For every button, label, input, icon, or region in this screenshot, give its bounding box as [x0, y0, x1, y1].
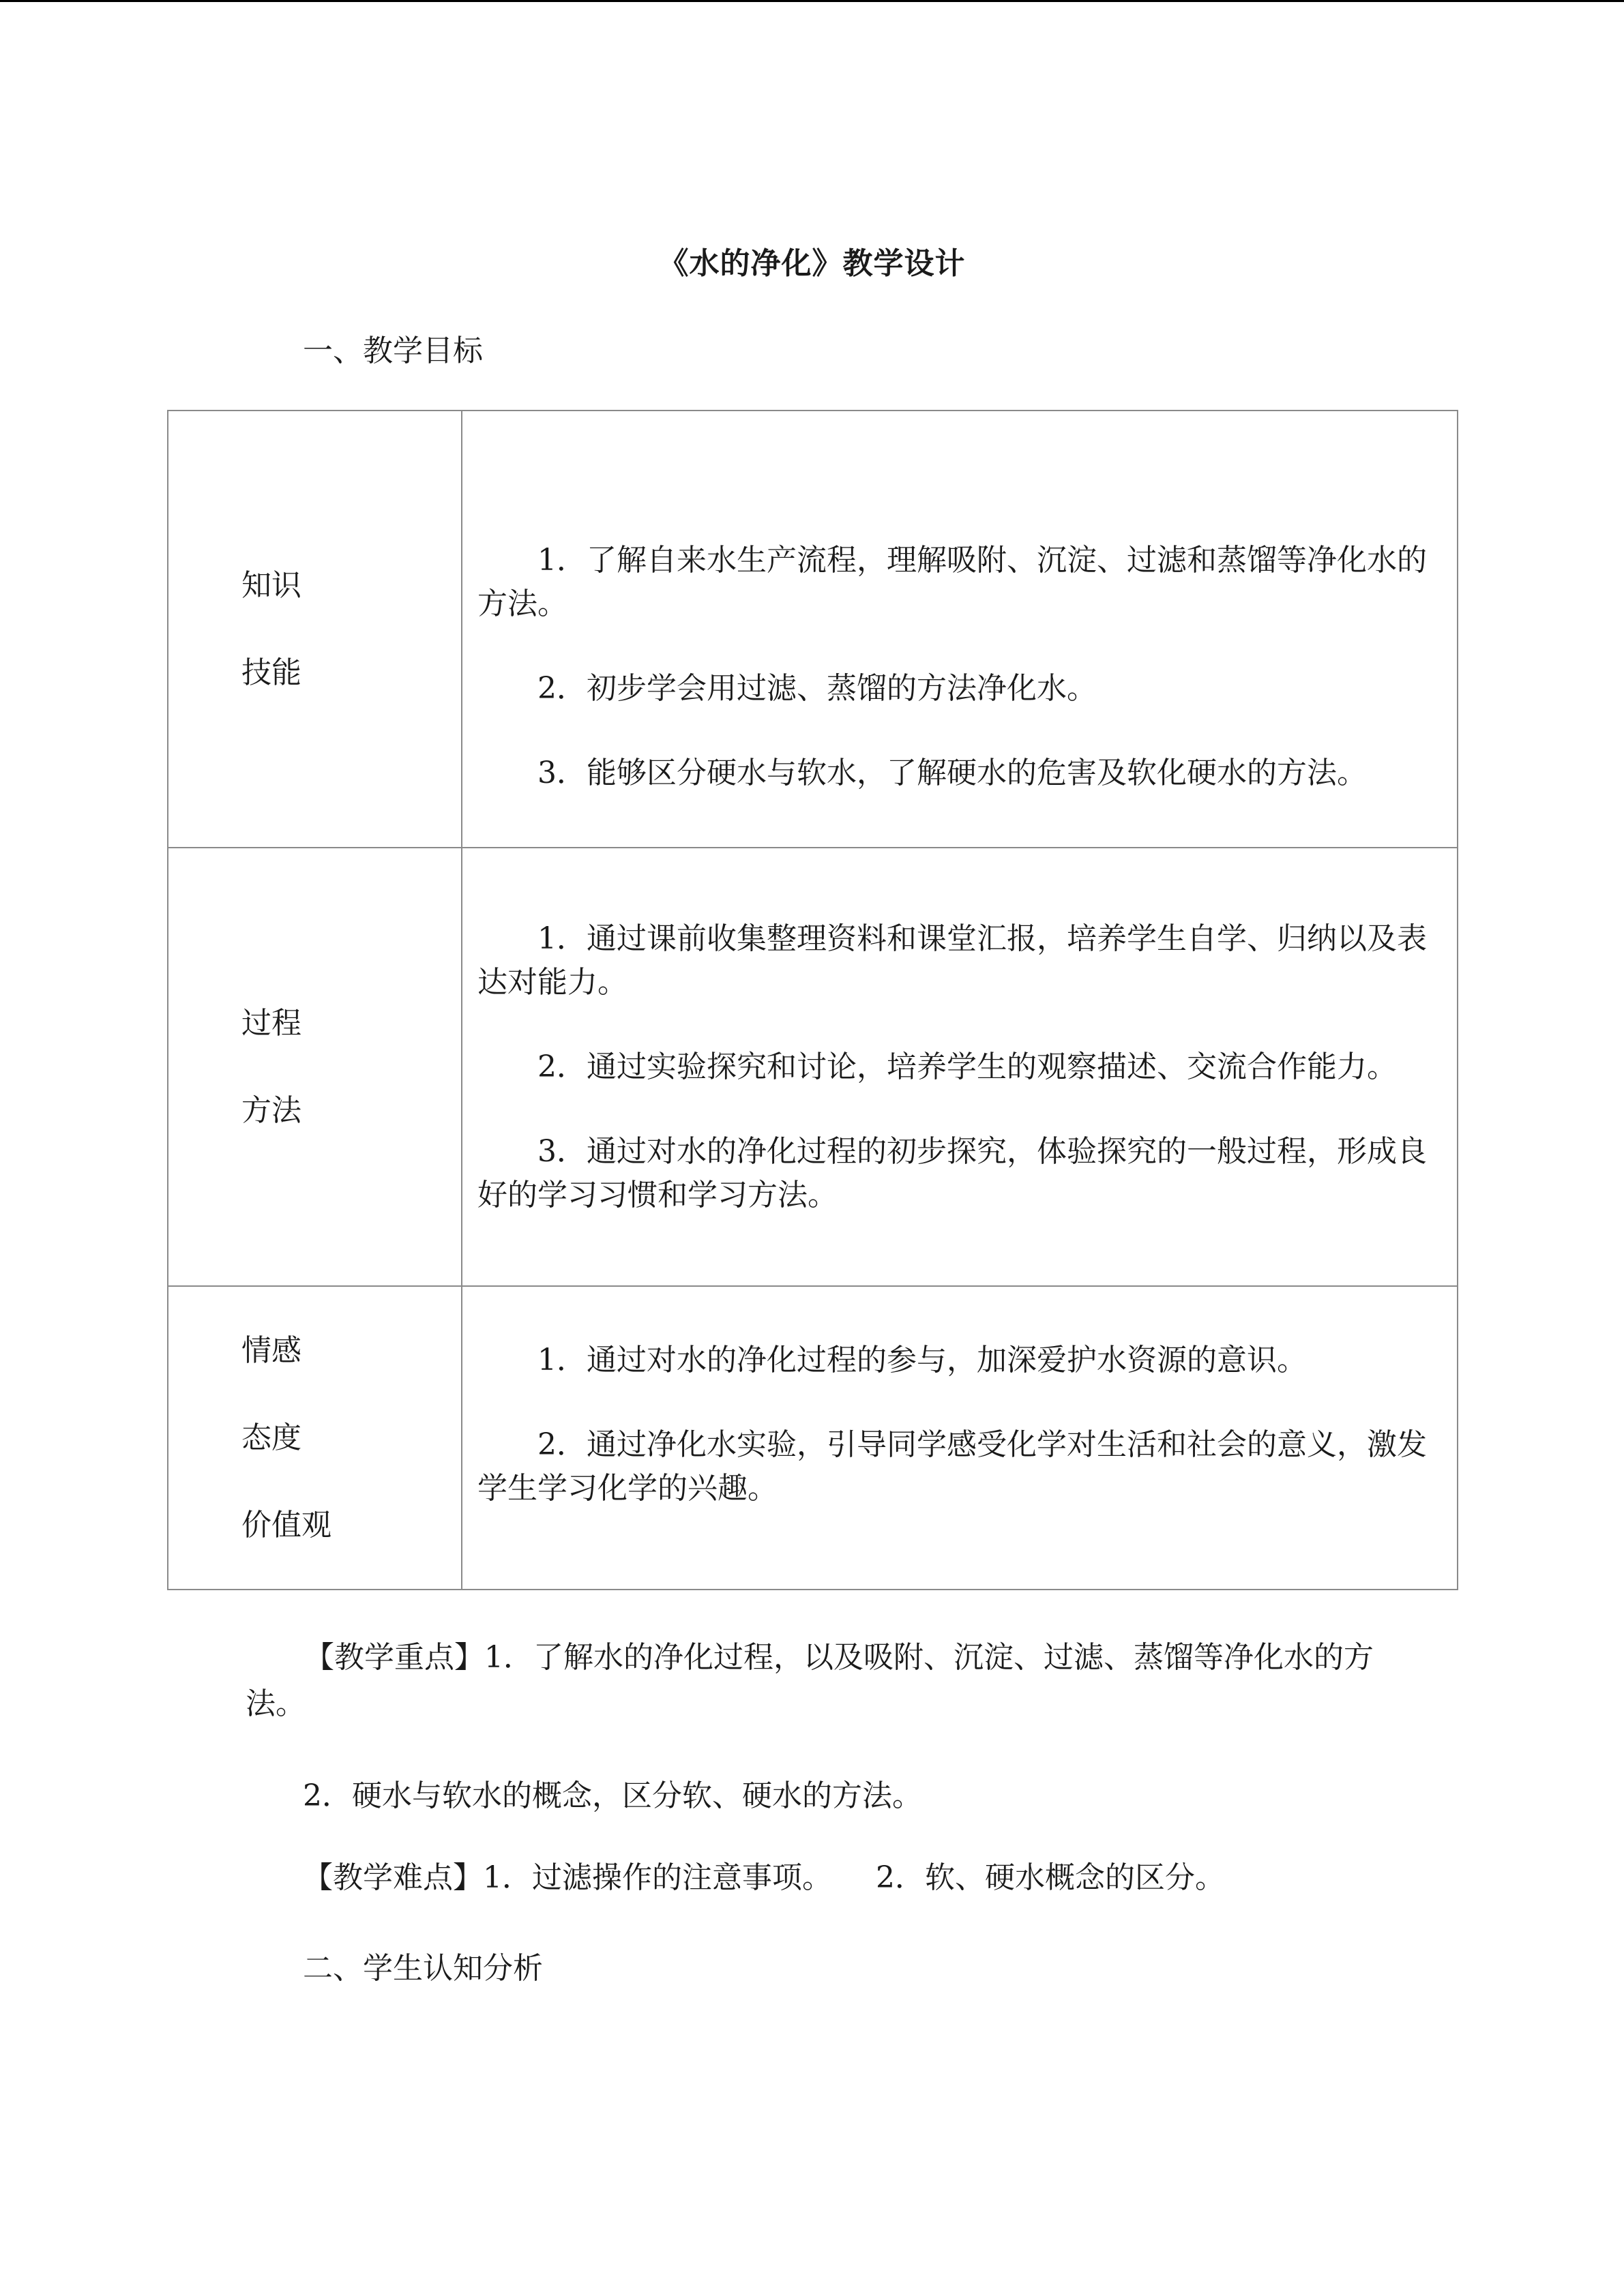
row-label-emotion-attitude-values — [168, 1286, 462, 1590]
objective-item: 2．通过实验探究和讨论，培养学生的观察描述、交流合作能力。 — [537, 1049, 1397, 1084]
objective-item: 1．了解自来水生产流程，理解吸附、沉淀、过滤和蒸馏等净化水的方法。 — [477, 542, 1427, 621]
section-heading-cognitive-analysis: 二、学生认知分析 — [303, 1951, 543, 1986]
row-label-line: 技能 — [241, 655, 301, 690]
row-label-line: 知识 — [241, 567, 301, 603]
table-row-process-method — [168, 848, 1458, 1286]
key-points-label: 【教学重点】 — [304, 1640, 484, 1675]
row-content-process-method — [462, 848, 1458, 1286]
row-label-line: 过程 — [241, 1005, 301, 1041]
row-content-knowledge-skills — [462, 411, 1458, 848]
table-row-knowledge-skills — [168, 411, 1458, 848]
table-row-emotion-attitude-values — [168, 1286, 1458, 1590]
objective-item: 1．通过课前收集整理资料和课堂汇报，培养学生自学、归纳以及表达对能力。 — [477, 921, 1427, 1000]
row-label-line: 情感 — [241, 1332, 301, 1368]
key-points-paragraph — [246, 1635, 1378, 1727]
row-label-knowledge-skills — [168, 411, 462, 848]
objective-item: 2．初步学会用过滤、蒸馏的方法净化水。 — [537, 670, 1097, 706]
difficulties-label: 【教学难点】 — [303, 1860, 483, 1895]
difficulty-item: 1．过滤操作的注意事项。 — [483, 1860, 832, 1895]
row-label-line: 价值观 — [241, 1507, 331, 1542]
page-top-border — [0, 0, 1624, 2]
row-label-process-method — [168, 848, 462, 1286]
objectives-table — [167, 410, 1458, 1590]
objective-item: 3．通过对水的净化过程的初步探究，体验探究的一般过程，形成良好的学习习惯和学习方法。 — [477, 1133, 1427, 1212]
objective-item: 2．通过净化水实验，引导同学感受化学对生活和社会的意义，激发学生学习化学的兴趣。 — [477, 1427, 1427, 1506]
document-title: 《水的净化》教学设计 — [658, 246, 966, 281]
section-heading-objectives: 一、教学目标 — [303, 333, 483, 368]
difficulty-item: 2．软、硬水概念的区分。 — [876, 1860, 1225, 1895]
row-label-line: 态度 — [241, 1420, 301, 1455]
row-label-line: 方法 — [241, 1092, 301, 1128]
key-point-item: 2．硬水与软水的概念，区分软、硬水的方法。 — [303, 1778, 922, 1813]
difficulties-paragraph — [303, 1855, 1225, 1901]
row-content-emotion-attitude-values — [462, 1286, 1458, 1590]
key-point-item: 1．了解水的净化过程，以及吸附、沉淀、过滤、蒸馏等净化水的方法。 — [246, 1640, 1374, 1721]
objective-item: 3．能够区分硬水与软水，了解硬水的危害及软化硬水的方法。 — [537, 755, 1367, 790]
objective-item: 1．通过对水的净化过程的参与，加深爱护水资源的意识。 — [537, 1342, 1307, 1377]
